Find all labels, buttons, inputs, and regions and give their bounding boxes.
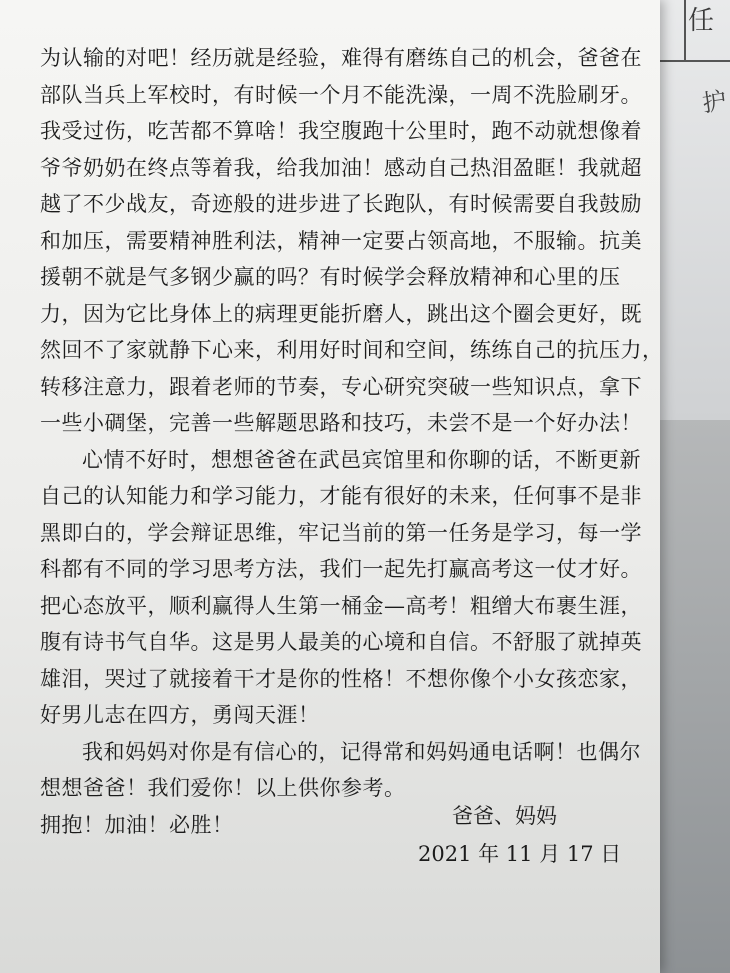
letter-line: 黑即白的，学会辩证思维，牢记当前的第一任务是学习，每一学 bbox=[40, 520, 642, 545]
letter-line: 我和妈妈对你是有信心的，记得常和妈妈通电话啊！也偶尔 bbox=[82, 739, 641, 764]
letter-line: 和加压，需要精神胜利法，精神一定要占领高地，不服输。抗美 bbox=[40, 228, 642, 253]
letter-line: 好男儿志在四方，勇闯天涯！ bbox=[40, 703, 320, 727]
letter-line: 援朝不就是气多钢少赢的吗？有时候学会释放精神和心里的压 bbox=[40, 265, 621, 289]
letter-line: 腹有诗书气自华。这是男人最美的心境和自信。不舒服了就掉英 bbox=[40, 630, 642, 654]
letter-line: 雄泪，哭过了就接着干才是你的性格！不想你像个小女孩恋家， bbox=[40, 666, 642, 691]
letter-line: 部队当兵上军校时，有时候一个月不能洗澡，一周不洗脸刷牙。 bbox=[40, 82, 642, 107]
paragraph-1 bbox=[40, 40, 664, 442]
letter-line: 转移注意力，跟着老师的节奏，专心研究突破一些知识点，拿下 bbox=[40, 374, 642, 399]
letter-signature: 爸爸、妈妈 bbox=[452, 804, 557, 828]
letter-line: 我受过伤，吃苦都不算啥！我空腹跑十公里时，跑不动就想像着 bbox=[40, 119, 642, 143]
letter-line: 一些小碉堡，完善一些解题思路和技巧，未尝不是一个好办法！ bbox=[40, 411, 642, 435]
letter-line: 然回不了家就静下心来，利用好时间和空间，练练自己的抗压力， bbox=[40, 338, 664, 362]
letter-line: 越了不少战友，奇迹般的进步进了长跑队，有时候需要自我鼓励 bbox=[40, 192, 642, 216]
letter-line: 把心态放平，顺利赢得人生第一桶金—高考！粗缯大布裹生涯， bbox=[40, 593, 642, 618]
letter-line: 爷爷奶奶在终点等着我，给我加油！感动自己热泪盈眶！我就超 bbox=[40, 155, 642, 180]
paragraph-2 bbox=[40, 442, 640, 734]
letter-date: 2021 年 11 月 17 日 bbox=[418, 842, 622, 866]
letter-body bbox=[40, 40, 664, 843]
letter-line: 力，因为它比身体上的病理更能折磨人，跳出这个圈会更好，既 bbox=[40, 301, 642, 326]
form-partial-text: 任 bbox=[687, 6, 714, 36]
letter-line: 想想爸爸！我们爱你！以上供你参考。 bbox=[40, 776, 406, 800]
letter-line: 拥抱！加油！必胜！ bbox=[40, 812, 234, 837]
letter-line: 自己的认知能力和学习能力，才能有很好的未来，任何事不是非 bbox=[40, 484, 642, 508]
letter-line: 心情不好时，想想爸爸在武邑宾馆里和你聊的话，不断更新 bbox=[82, 447, 641, 472]
form-handwritten-text: 护 bbox=[700, 86, 729, 118]
letter-line: 为认输的对吧！经历就是经验，难得有磨练自己的机会，爸爸在 bbox=[40, 46, 642, 70]
letter-line: 科都有不同的学习思考方法，我们一起先打赢高考这一仗才好。 bbox=[40, 557, 642, 581]
